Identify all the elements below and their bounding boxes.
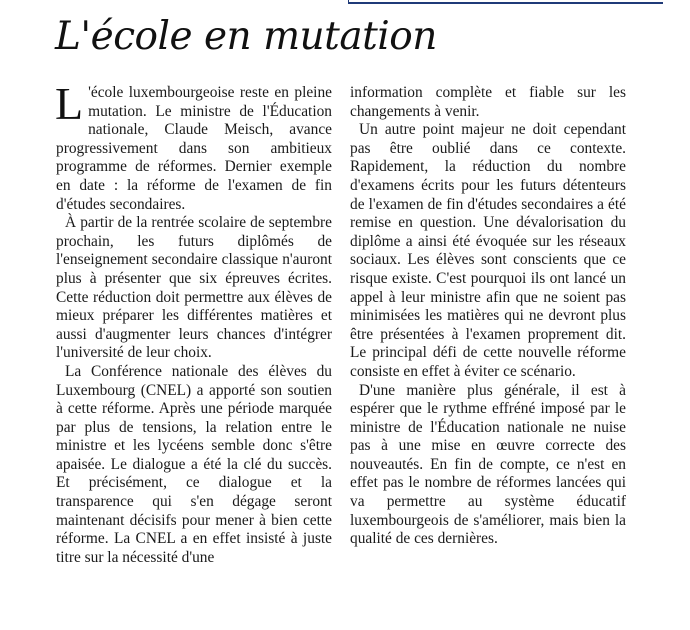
article-paragraph: Un autre point majeur ne doit cependant pas être oublié dans ce contexte. Rapidement, la réduction du nombre d'examens écrits pour les futurs détenteurs de l'examen de fin d'études secondaires a été remise en question. Une dévalorisation du diplôme a ainsi été évoquée sur les réseaux sociaux. Les élèves sont conscients que ce risque existe. C'est pourquoi ils ont lancé un appel à leur ministre afin que ne soient pas minimisées les matières qui ne devront plus être présentées à l'examen proprement dit. Le principal défi de cette nouvelle réforme consiste en effet à éviter ce scénario. (350, 121, 626, 380)
page-frame-edge (348, 0, 663, 4)
article-column-left (55, 78, 332, 567)
drop-cap: L (55, 78, 84, 129)
article-paragraph (55, 78, 332, 214)
article-title: L'école en mutation (55, 14, 437, 59)
paragraph-text: 'école luxembourgeoise reste en pleine mutation. Le ministre de l'Éducation nationale, Claude Meisch, avance progressivement dans son ambitieux programme de réformes. Dernier exemple en date : la réforme de l'examen de fin d'études secondaires. (56, 84, 332, 213)
article-paragraph: information complète et fiable sur les changements à venir. (350, 84, 626, 120)
article-paragraph: À partir de la rentrée scolaire de septembre prochain, les futurs diplômés de l'enseignement secondaire classique n'auront plus à présenter que six épreuves écrites. Cette réduction doit permettre aux élèves de mieux préparer les différentes matières et aussi d'augmenter leurs chances d'intégrer l'université de leur choix. (56, 214, 332, 362)
article-paragraph: La Conférence nationale des élèves du Luxembourg (CNEL) a apporté son soutien à cette réforme. Après une période marquée par plus de tensions, la relation entre le ministre et les lycéens semble donc s'être apaisée. Le dialogue a été la clé du succès. Et précisément, ce dialogue et la transparence qui s'en dégage seront maintenant décisifs pour mener à bien cette réforme. La CNEL a en effet insisté à juste titre sur la nécessité d'une (56, 362, 332, 566)
article-column-right (350, 84, 626, 549)
article-paragraph: D'une manière plus générale, il est à espérer que le rythme effréné imposé par le ministre de l'Éducation nationale ne nuise pas à une mise en œuvre correcte des nouveautés. En fin de compte, ce n'est en effet pas le nombre de réformes lancées qui va permettre au système éducatif luxembourgeois de s'améliorer, mais bien la qualité de ces dernières. (350, 381, 626, 548)
